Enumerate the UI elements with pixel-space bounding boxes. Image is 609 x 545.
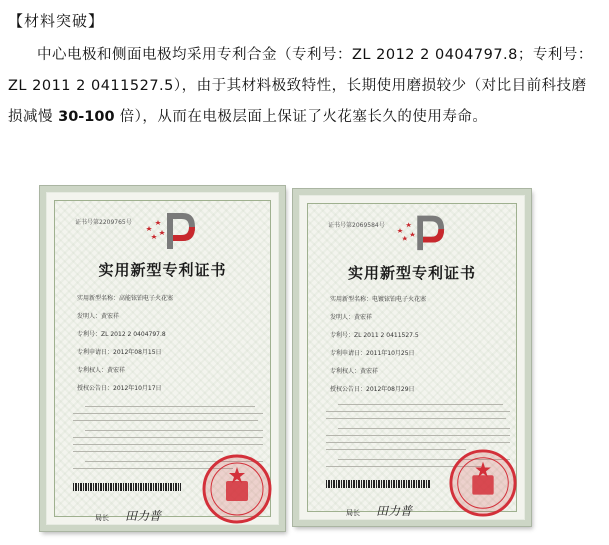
text-line xyxy=(326,435,510,436)
text-line xyxy=(338,428,510,429)
text-line xyxy=(338,404,503,405)
field-utility-name: 实用新型名称：电镀铱铂电子火花塞 xyxy=(330,296,427,303)
field-application-date: 专利申请日：2012年08月15日 xyxy=(77,349,162,356)
field-grant-date: 授权公告日：2012年08月29日 xyxy=(330,386,415,393)
patent-certificate-2 xyxy=(293,189,531,526)
director-signature: 田力普 xyxy=(125,509,162,523)
field-inventor: 发明人：黄宏祥 xyxy=(330,314,373,321)
text-line xyxy=(326,411,510,412)
text-line xyxy=(73,437,263,438)
description-paragraph xyxy=(8,40,598,133)
certificate-barcode xyxy=(326,480,430,488)
certificate-border xyxy=(307,203,517,518)
official-seal-icon xyxy=(201,453,273,525)
official-seal-icon xyxy=(448,448,518,518)
director-signature: 田力普 xyxy=(376,504,413,518)
field-application-date: 专利申请日：2011年10月25日 xyxy=(330,350,415,357)
section-heading: 【材料突破】 xyxy=(8,12,105,30)
certificate-border xyxy=(54,200,271,523)
text-line xyxy=(73,444,263,445)
certificate-number: 证书号第2209765号 xyxy=(75,219,132,226)
paragraph-text-2: 倍），从而在电极层面上保证了火花塞长久的使用寿命。 xyxy=(114,109,488,125)
patent-office-logo xyxy=(394,208,452,254)
patent-certificate-1 xyxy=(40,186,285,531)
field-patentee: 专利权人：黄宏祥 xyxy=(330,368,379,375)
field-inventor: 发明人：黄宏祥 xyxy=(77,313,120,320)
director-label: 局长 xyxy=(95,514,109,522)
text-line xyxy=(73,413,263,414)
text-line xyxy=(85,406,255,407)
certificate-barcode xyxy=(73,483,181,491)
certificate-title: 实用新型专利证书 xyxy=(347,264,476,282)
text-line xyxy=(326,449,466,450)
certificate-number: 证书号第2069584号 xyxy=(328,222,385,229)
paragraph-highlight: 30-100 xyxy=(58,109,115,125)
text-line xyxy=(326,418,506,419)
text-line xyxy=(326,442,510,443)
director-label: 局长 xyxy=(346,509,360,517)
paragraph-text-1: 中心电极和侧面电极均采用专利合金（专利号：ZL 2012 2 0404797.8；专利号：ZL 2011 2 0411527.5），由于其材料极致特性，长期使用磨损较少（对比目前科技磨损减慢 xyxy=(8,47,593,125)
field-utility-name: 实用新型名称：高能铱铂电子火花塞 xyxy=(77,295,174,302)
text-line xyxy=(73,451,223,452)
field-patent-number: 专利号：ZL 2012 2 0404797.8 xyxy=(77,331,166,338)
patent-office-logo xyxy=(143,205,203,253)
text-line xyxy=(85,430,263,431)
field-patentee: 专利权人：黄宏祥 xyxy=(77,367,126,374)
field-patent-number: 专利号：ZL 2011 2 0411527.5 xyxy=(330,332,419,339)
certificate-title: 实用新型专利证书 xyxy=(98,261,227,279)
field-grant-date: 授权公告日：2012年10月17日 xyxy=(77,385,162,392)
text-line xyxy=(73,420,258,421)
